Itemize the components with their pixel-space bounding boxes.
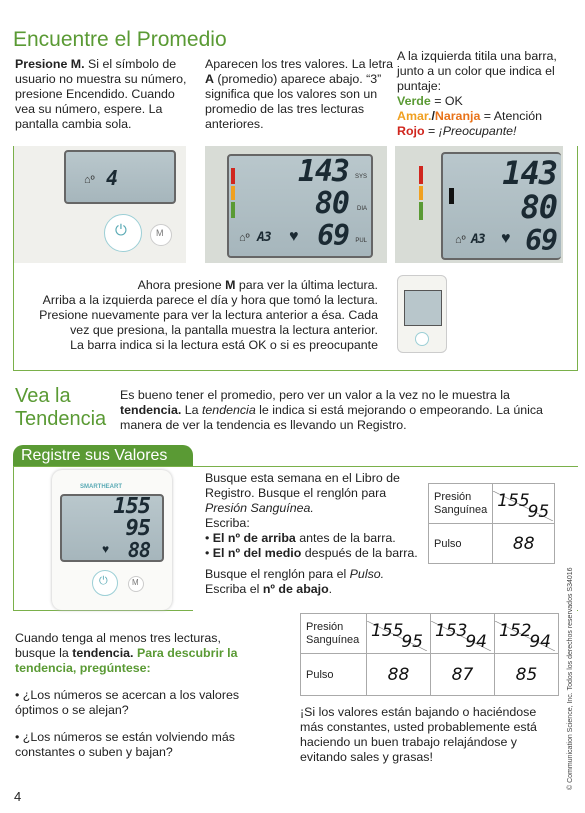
dia-label: DIA: [356, 206, 367, 212]
bp-top: 155: [497, 490, 530, 511]
bp-cell-1: [367, 614, 431, 654]
green-bar: [419, 202, 423, 220]
legend-amber-word: Amar.: [397, 109, 432, 123]
blinking-bar: [449, 188, 454, 204]
bp-top-2: 153: [435, 620, 468, 641]
step-text-3: [397, 49, 577, 139]
table-row: [429, 484, 555, 524]
m-line-5: La barra indica si la lectura está OK o si es preocupante: [70, 338, 378, 352]
registre-escriba: Escriba:: [205, 516, 250, 530]
pul-value: 69: [317, 219, 349, 252]
amber-bar: [419, 186, 423, 200]
step-text-1: [15, 57, 195, 132]
m-line-1b: M: [225, 278, 236, 292]
step2-bold: A: [205, 72, 214, 86]
tendencia-heading-2: Tendencia: [15, 408, 107, 430]
bp-bottom-2: 94: [465, 631, 487, 652]
step1-bold: Presione M.: [15, 57, 85, 71]
user-number: 4: [106, 166, 118, 190]
registre-p2: [205, 567, 423, 597]
page-title: Encuentre el Promedio: [13, 28, 227, 51]
power-icon: ⏻: [99, 575, 108, 587]
trend-question-1: • ¿Los números se acercan a los valores óptimos o se alejan?: [15, 688, 240, 717]
red-bar: [231, 168, 235, 184]
registre-p2-end: .: [328, 582, 333, 596]
registre-p1-italic: Presión Sanguínea.: [205, 501, 314, 515]
registre-p2-bold: nº de abajo: [262, 582, 329, 596]
tendencia-heading-1: Vea la: [15, 385, 71, 407]
tendencia-bold: tendencia.: [120, 403, 182, 417]
device-dia: 95: [125, 516, 150, 541]
dia-value: 80: [314, 186, 349, 221]
legend-orange-word: Naranja: [434, 109, 481, 123]
heart-icon: ♥: [102, 542, 110, 556]
bp-split-3: [495, 621, 555, 651]
trend-intro: [15, 631, 265, 676]
bp-bottom-1: 95: [401, 631, 423, 652]
average-indicator: A3: [257, 230, 271, 245]
bp-split-2: [431, 621, 491, 651]
legend-red-word: Rojo: [397, 124, 425, 138]
pulse-value-3: 85: [515, 664, 538, 685]
bp-split-1: [367, 621, 427, 651]
m-line-1c: para ver la última lectura.: [235, 278, 378, 292]
pul-value: 69: [525, 224, 557, 257]
lcd-screen-1: [64, 150, 176, 204]
power-button: [92, 570, 118, 596]
legend-red-meaning: ¡Preocupante!: [438, 124, 517, 138]
page-number: 4: [14, 789, 22, 804]
device-photo-1: [14, 146, 186, 263]
legend-green: [397, 94, 577, 109]
tendencia-text: [120, 388, 560, 433]
legend-slash: /: [431, 109, 435, 123]
frame-gap: [193, 610, 577, 612]
legend-amber-meaning: = Atención: [480, 109, 543, 123]
heart-icon: ♥: [501, 230, 511, 247]
registre-p1: Busque esta semana en el Libro de Registro. Busque el renglón para: [205, 471, 400, 500]
trend-question-2: • ¿Los números se están volviendo más constantes o suben y bajan?: [15, 730, 235, 759]
step2-text-b: (promedio) aparece abajo. “3” significa que los valores son un promedio de las tres lecturas anteriores.: [205, 72, 382, 131]
registre-bullet-1-bold: El nº de arriba: [212, 531, 296, 545]
tendencia-text-c: le indica si está mejorando o empeorando. La única manera de ver la tendencia es llevando un Registro.: [120, 403, 543, 432]
registre-p2-italic: Pulso.: [349, 567, 385, 581]
average-indicator: A3: [471, 232, 485, 247]
tendencia-italic: tendencia: [201, 403, 256, 417]
pulse-cell-1: [367, 654, 431, 696]
m-instructions: [20, 278, 378, 353]
trend-intro-a: Cuando tenga al menos tres lecturas, busque la: [15, 631, 221, 660]
small-power-button: [415, 332, 429, 346]
step1-text: Si el símbolo de usuario no muestra su número, presione Encendido. Cuando vea su número, espere. La pantalla cambia sola.: [15, 57, 187, 131]
pulse-cell-3: [495, 654, 559, 696]
bp-cell: [493, 484, 555, 524]
pul-label: PUL: [355, 238, 367, 244]
m-button: [128, 576, 144, 592]
lcd-screen-3: [441, 152, 561, 260]
power-button: [104, 214, 142, 252]
m-line-1: [20, 278, 378, 293]
step-text-2: [205, 57, 395, 132]
trend-intro-green: Para descubrir la tendencia, pregúntese:: [15, 646, 238, 675]
row-header-pulse: Pulso: [301, 654, 367, 696]
bp-bottom-3: 94: [529, 631, 551, 652]
pulse-value: 88: [512, 533, 535, 554]
tendencia-text-b: La: [181, 403, 202, 417]
bp-top-3: 152: [499, 620, 532, 641]
log-table-large: [300, 613, 559, 696]
copyright-notice: © Communication Science, Inc. Todos los derechos reservados S34016: [567, 567, 574, 790]
row-header-bp: Presión Sanguínea: [429, 484, 493, 524]
registre-bullet-2: • El nº del medio después de la barra.: [205, 546, 418, 560]
bp-top-1: 155: [371, 620, 404, 641]
brand-logo: SMARTHEART: [80, 484, 122, 490]
table-row: [429, 524, 555, 564]
red-bar: [419, 166, 423, 184]
trend-intro-bold: tendencia.: [72, 646, 134, 660]
registre-bullet-2-bold: El nº del medio: [212, 546, 302, 560]
amber-bar: [231, 186, 235, 200]
table-row: [301, 654, 559, 696]
pulse-cell: [493, 524, 555, 564]
m-line-1a: Ahora presione: [137, 278, 226, 292]
bp-cell-3: [495, 614, 559, 654]
pulse-value-2: 87: [451, 664, 474, 685]
green-bar: [231, 202, 235, 218]
bp-split: [493, 491, 553, 521]
device-pul: 88: [127, 538, 150, 562]
pulse-cell-2: [431, 654, 495, 696]
device-photo-3: [395, 146, 563, 263]
small-device-photo: [397, 275, 447, 353]
m-line-3: Presione nuevamente para ver la lectura anterior a ésa. Cada: [39, 308, 378, 322]
registre-bullet-1-text: antes de la barra.: [295, 531, 396, 545]
registre-lcd: [60, 494, 164, 562]
registre-p2-b: Escriba el: [205, 582, 263, 596]
m-button-label: M: [132, 578, 139, 587]
registre-instructions: [205, 471, 423, 597]
device-sys: 155: [113, 494, 150, 519]
row-header-pulse: Pulso: [429, 524, 493, 564]
m-line-2: Arriba a la izquierda parece el día y hora que tomó la lectura.: [42, 293, 378, 307]
sys-label: SYS: [354, 174, 367, 180]
registre-p2-a: Busque el renglón para el: [205, 567, 350, 581]
legend-green-word: Verde: [397, 94, 431, 108]
tendencia-text-a: Es bueno tener el promedio, pero ver un valor a la vez no le muestra la: [120, 388, 510, 402]
device-photo-2: [205, 146, 387, 263]
registre-bullet-1: • El nº de arriba antes de la barra.: [205, 531, 396, 545]
dia-value: 80: [520, 188, 557, 226]
m-line-4: vez que presiona, la pantalla muestra la lectura anterior.: [70, 323, 378, 337]
legend-amber: [397, 109, 577, 124]
user-icon: ⌂º: [84, 174, 95, 186]
power-icon: ⏻: [115, 222, 127, 239]
step2-text-a: Aparecen los tres valores. La letra: [205, 57, 394, 71]
legend-red: [397, 124, 577, 139]
registre-bullet-2-text: después de la barra.: [301, 546, 418, 560]
legend-red-eq: =: [424, 124, 439, 138]
sys-value: 143: [502, 154, 557, 192]
pulse-value-1: 88: [387, 664, 410, 685]
tendencia-heading: [15, 385, 106, 431]
user-icon: ⌂º: [239, 232, 250, 244]
m-button: [150, 224, 172, 246]
log-table-small: [428, 483, 555, 564]
trend-questions: [15, 631, 265, 760]
section-header: Registre sus Valores: [13, 445, 193, 467]
sys-value: 143: [297, 154, 349, 189]
lcd-screen-2: [227, 154, 373, 258]
m-button-label: M: [156, 228, 164, 238]
heart-icon: ♥: [289, 228, 299, 245]
user-icon: ⌂º: [455, 234, 466, 246]
row-header-bp: Presión Sanguínea: [301, 614, 367, 654]
table-row: [301, 614, 559, 654]
bp-cell-2: [431, 614, 495, 654]
small-lcd: [404, 290, 442, 326]
closing-text: ¡Si los valores están bajando o haciéndose más constantes, usted probablemente está haciendo un buen trabajo relajándose y evitando sales y grasas!: [300, 705, 537, 764]
step3-intro: A la izquierda titila una barra, junto a un color que indica el puntaje:: [397, 49, 557, 93]
registre-device-photo: [52, 470, 172, 610]
bp-bottom: 95: [527, 501, 550, 522]
legend-green-meaning: = OK: [430, 94, 463, 108]
